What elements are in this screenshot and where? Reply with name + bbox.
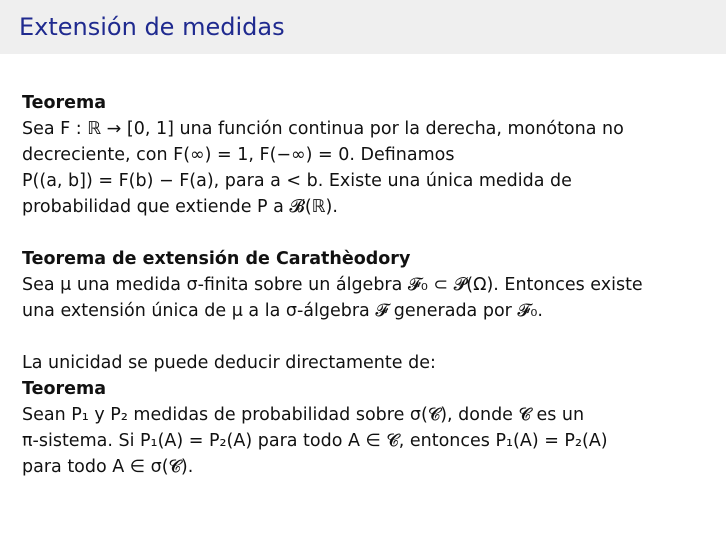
frame-title-bar bbox=[0, 0, 726, 54]
caratheodory-text-line: una extensión única de μ a la σ-álgebra 𝓕 generada por 𝓕₀. bbox=[22, 301, 543, 321]
theorem-extension-block bbox=[22, 90, 702, 220]
theorem-heading: Teorema bbox=[22, 93, 107, 113]
uniqueness-intro: La unicidad se puede deducir directamente de: bbox=[22, 353, 436, 373]
uniqueness-text-line: para todo A ∈ σ(𝓒). bbox=[22, 457, 194, 477]
theorem-text-line: Sea F : ℝ → [0, 1] una función continua por la derecha, monótona no bbox=[22, 119, 624, 139]
uniqueness-block bbox=[22, 350, 702, 480]
uniqueness-text-line: Sean P₁ y P₂ medidas de probabilidad sobre σ(𝓒), donde 𝓒 es un bbox=[22, 405, 585, 425]
caratheodory-block bbox=[22, 246, 702, 324]
caratheodory-text-line: Sea μ una medida σ-finita sobre un álgebra 𝓕₀ ⊂ 𝓟(Ω). Entonces existe bbox=[22, 275, 643, 295]
uniqueness-text-line: π-sistema. Si P₁(A) = P₂(A) para todo A ∈ 𝓒, entonces P₁(A) = P₂(A) bbox=[22, 431, 608, 451]
slide-content bbox=[22, 90, 702, 506]
theorem-text-line: decreciente, con F(∞) = 1, F(−∞) = 0. Definamos bbox=[22, 145, 455, 165]
theorem-text-line: probabilidad que extiende P a 𝓑(ℝ). bbox=[22, 197, 338, 217]
caratheodory-heading: Teorema de extensión de Carathèodory bbox=[22, 249, 411, 269]
theorem-text-line: P((a, b]) = F(b) − F(a), para a < b. Existe una única medida de bbox=[22, 171, 572, 191]
uniqueness-theorem-heading: Teorema bbox=[22, 379, 107, 399]
frame-title: Extensión de medidas bbox=[19, 13, 285, 41]
